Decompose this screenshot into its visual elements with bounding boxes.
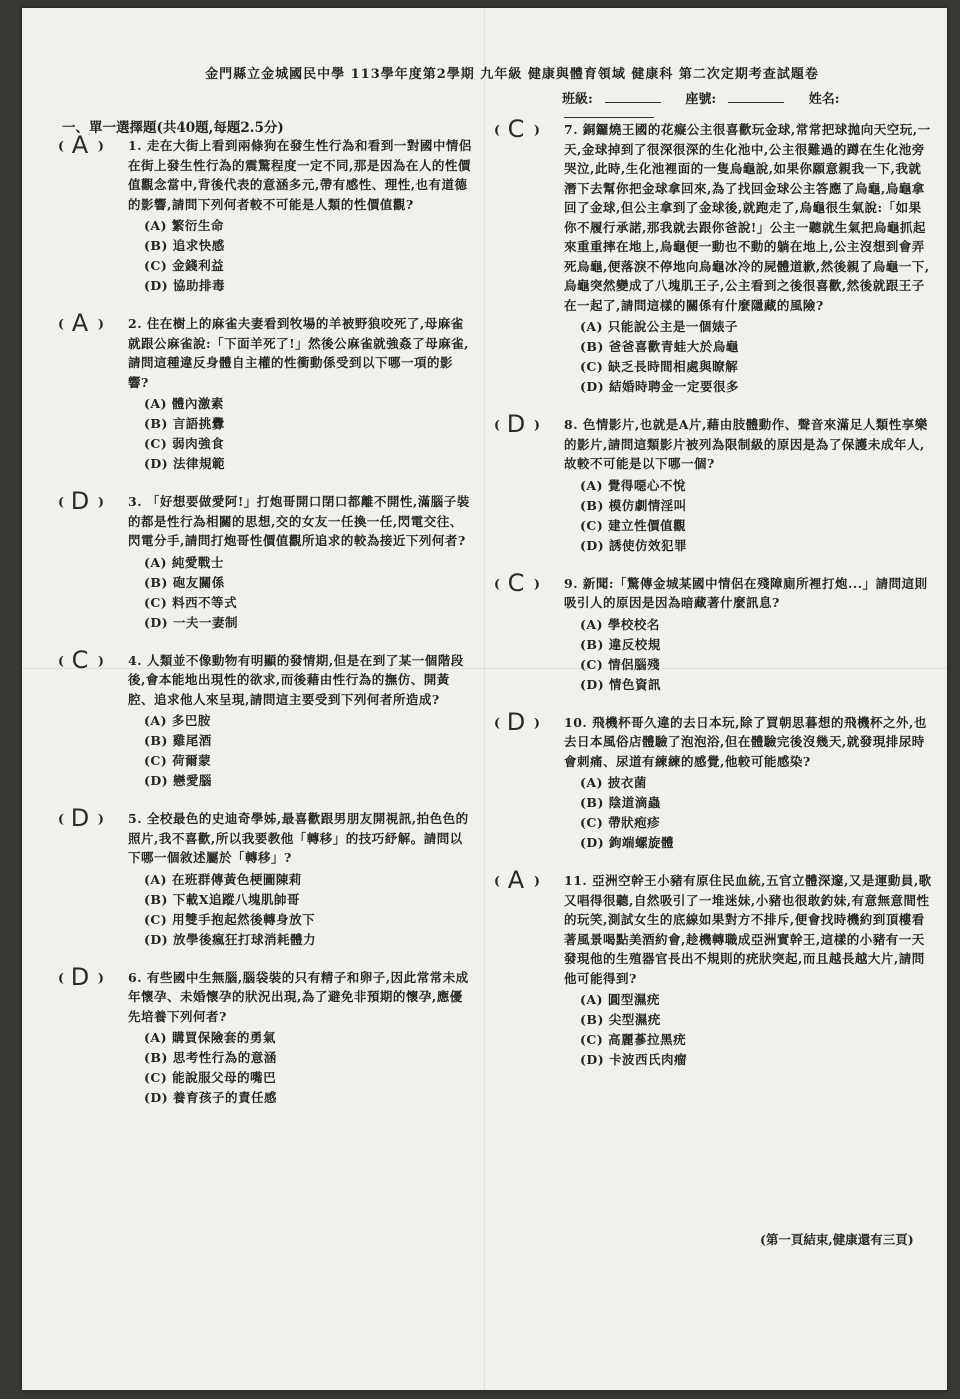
section-title: 一、單一選擇題(共40題,每題2.5分) xyxy=(62,120,284,136)
handwritten-answer: D xyxy=(506,410,526,438)
handwritten-answer: C xyxy=(71,645,89,674)
answer-paren-open: ( xyxy=(494,575,500,591)
option-item: (D) 協助排毒 xyxy=(144,278,226,293)
option-item: (A) 圓型濕疣 xyxy=(580,992,660,1007)
option-item: (A) 披衣菌 xyxy=(580,775,647,790)
answer-paren-open: ( xyxy=(58,316,64,331)
option-item: (C) 金錢利益 xyxy=(144,258,225,273)
question-number: 1. xyxy=(128,138,147,153)
name-field: 姓名: xyxy=(562,92,850,122)
student-info xyxy=(562,88,947,122)
question-number: 10. xyxy=(564,714,593,730)
option-list xyxy=(494,317,934,397)
option-list xyxy=(58,1028,473,1108)
answer-paren-close: ) xyxy=(98,494,104,509)
option-item: (C) 荷爾蒙 xyxy=(144,753,212,768)
answer-paren-open: ( xyxy=(494,417,500,432)
answer-paren-close: ) xyxy=(98,652,104,668)
option-item: (B) 追求快感 xyxy=(144,238,225,253)
option-item: (A) 覺得噁心不悅 xyxy=(580,477,686,493)
question-2 xyxy=(58,309,473,474)
handwritten-answer: D xyxy=(70,487,90,515)
answer-paren-open: ( xyxy=(58,811,64,826)
answer-paren-close: ) xyxy=(534,122,540,137)
question-10 xyxy=(494,707,934,854)
question-text: 住在樹上的麻雀夫妻看到牧場的羊被野狼咬死了,母麻雀就跟公麻雀說:「下面羊死了!」然後公麻雀就強姦了母麻雀,請問這種違反身體自主權的性衝動係受到以下哪一項的影響? xyxy=(128,316,469,390)
seat-field: 座號: xyxy=(685,92,794,107)
question-stem xyxy=(58,492,473,551)
option-list xyxy=(494,773,934,853)
handwritten-answer: D xyxy=(506,707,526,736)
question-stem xyxy=(494,120,934,315)
option-item: (B) 思考性行為的意涵 xyxy=(144,1050,277,1065)
option-item: (D) 鉤端螺旋體 xyxy=(580,835,675,850)
question-3 xyxy=(58,487,473,633)
answer-paren-close: ) xyxy=(98,138,104,153)
answer-paren-close: ) xyxy=(534,714,540,730)
option-list xyxy=(58,870,473,950)
handwritten-answer: A xyxy=(71,309,89,337)
question-number: 6. xyxy=(128,969,147,985)
question-stem xyxy=(494,574,934,613)
option-item: (B) 砲友關係 xyxy=(144,574,225,590)
option-item: (B) 雞尾酒 xyxy=(144,733,212,748)
question-number: 5. xyxy=(128,811,147,826)
class-field: 班級: xyxy=(562,92,671,107)
option-item: (B) 模仿劇情淫叫 xyxy=(580,497,687,513)
handwritten-answer: C xyxy=(507,568,525,597)
question-4 xyxy=(58,645,473,792)
option-item: (B) 尖型濕疣 xyxy=(580,1012,661,1027)
option-list xyxy=(494,990,934,1070)
fold-line-vertical xyxy=(484,8,485,1390)
option-item: (C) 缺乏長時間相處與瞭解 xyxy=(580,359,739,374)
question-number: 4. xyxy=(128,652,147,668)
option-item: (B) 下載X追蹤八塊肌帥哥 xyxy=(144,891,300,907)
question-11 xyxy=(494,866,934,1070)
option-item: (D) 養育孩子的責任感 xyxy=(144,1090,278,1105)
option-item: (B) 言語挑釁 xyxy=(144,416,225,431)
option-item: (D) 法律規範 xyxy=(144,456,226,471)
answer-paren-close: ) xyxy=(534,417,540,432)
option-item: (A) 購買保險套的勇氣 xyxy=(144,1030,276,1045)
option-item: (C) 情侶腦殘 xyxy=(580,656,661,672)
handwritten-answer: A xyxy=(71,131,89,159)
option-list xyxy=(58,394,473,474)
question-7 xyxy=(494,115,934,397)
option-item: (D) 誘使仿效犯罪 xyxy=(580,537,688,553)
option-item: (A) 多巴胺 xyxy=(144,713,211,728)
question-text: 銅鑼燒王國的花癡公主很喜歡玩金球,常常把球拋向天空玩,一天,金球掉到了很深很深的生化池中,公主很難過的蹲在生化池旁哭泣,此時,生化池裡面的一隻烏龜說,如果你願意親我一下,我就潛下去幫你把金球拿回來,為了找回金球公主答應了烏龜,烏龜拿回了金球,但公主拿到了金球後,就跑走了,烏龜很生氣說:「如果你不履行承諾,那我就去跟你爸說!」公主一聽就生氣把烏龜抓起來重重摔在地上,烏龜便一動也不動的躺在地上,公主沒想到會弄死烏龜,便落淚不停地向烏龜冰冷的屍體道歉,然後親了烏龜一下,烏龜突然變成了八塊肌王子,公主看到之後很喜歡,然後就跟王子在一起了,請問這樣的關係有什麼隱藏的風險? xyxy=(564,122,931,313)
right-column xyxy=(494,115,934,1088)
option-item: (B) 違反校規 xyxy=(580,636,661,652)
option-item: (D) 放學後瘋狂打球消耗體力 xyxy=(144,931,317,947)
handwritten-answer: C xyxy=(507,115,525,143)
question-text: 走在大街上看到兩條狗在發生性行為和看到一對國中情侶在街上發生性行為的震驚程度一定不同,那是因為在人的性價值觀念當中,背後代表的意涵多元,帶有感性、理性,也有道德的影響,請問下列何者較不可能是人類的性價值觀? xyxy=(128,138,472,212)
answer-paren-open: ( xyxy=(58,494,64,509)
question-number: 2. xyxy=(128,316,147,331)
option-item: (C) 建立性價值觀 xyxy=(580,517,687,533)
handwritten-answer: A xyxy=(507,866,525,894)
question-stem xyxy=(494,415,934,474)
option-list xyxy=(58,553,473,633)
option-item: (D) 情色資訊 xyxy=(580,676,662,692)
question-text: 全校最色的史迪奇學姊,最喜歡跟男朋友開視訊,拍色色的照片,我不喜歡,所以我要教他「轉移」的技巧紓解。請問以下哪一個敘述屬於「轉移」? xyxy=(128,811,469,865)
answer-paren-close: ) xyxy=(98,811,104,826)
question-number: 8. xyxy=(564,417,583,432)
option-item: (A) 只能說公主是一個婊子 xyxy=(580,319,738,334)
question-stem xyxy=(58,136,473,214)
question-text: 人類並不像動物有明顯的發情期,但是在到了某一個階段後,會本能地出現性的欲求,而後藉由性行為的撫仿、開黃腔、追求他人來呈現,請問這主要受到下列何者所造成? xyxy=(128,652,464,707)
answer-paren-close: ) xyxy=(98,969,104,985)
option-item: (A) 學校校名 xyxy=(580,616,660,632)
answer-paren-close: ) xyxy=(98,316,104,331)
option-item: (D) 一夫一妻制 xyxy=(144,614,239,630)
answer-paren-open: ( xyxy=(58,969,64,985)
question-1 xyxy=(58,131,473,296)
question-stem xyxy=(58,314,473,392)
answer-paren-open: ( xyxy=(494,873,500,888)
answer-paren-open: ( xyxy=(494,122,500,137)
option-item: (A) 繁衍生命 xyxy=(144,218,224,233)
question-stem xyxy=(58,968,473,1027)
option-item: (C) 能說服父母的嘴巴 xyxy=(144,1070,277,1085)
option-item: (C) 高麗蔘拉黑疣 xyxy=(580,1032,687,1047)
question-stem xyxy=(58,809,473,868)
question-text: 「好想要做愛阿!」打炮哥開口閉口都離不開性,滿腦子裝的都是性行為相關的思想,交的女友一任換一任,閃電交往、閃電分手,請問打炮哥性價值觀所追求的較為接近下列何者? xyxy=(128,494,470,548)
option-item: (D) 卡波西氏肉瘤 xyxy=(580,1052,688,1067)
option-item: (A) 在班群傳黃色梗圖陳莉 xyxy=(144,871,302,887)
question-number: 9. xyxy=(564,575,583,591)
option-item: (C) 帶狀疱疹 xyxy=(580,815,661,830)
answer-paren-open: ( xyxy=(494,714,500,730)
question-number: 11. xyxy=(564,873,593,888)
option-item: (A) 體內激素 xyxy=(144,396,224,411)
option-item: (C) 用雙手抱起然後轉身放下 xyxy=(144,911,316,927)
question-9 xyxy=(494,568,934,695)
question-text: 亞洲空幹王小豬有原住民血統,五官立體深邃,又是運動員,歌又唱得很聽,自然吸引了一堆迷妹,小豬也很敢釣妹,有意無意間性的玩笑,測試女生的底線如果對方不排斥,便會找時機約到頂樓看著風景喝點美酒約會,趁機轉職成亞洲實幹王,這樣的小豬有一天發現他的生殖器官長出不規則的疣狀突起,而且越長越大片,請問他可能得到? xyxy=(564,873,932,986)
question-8 xyxy=(494,410,934,556)
question-6 xyxy=(58,962,473,1109)
question-stem xyxy=(494,871,934,988)
option-item: (D) 結婚時聘金一定要很多 xyxy=(580,379,740,394)
question-text: 有些國中生無腦,腦袋裝的只有精子和卵子,因此常常未成年懷孕、未婚懷孕的狀況出現,為了避免非預期的懷孕,應優先培養下列何者? xyxy=(128,969,469,1024)
question-number: 7. xyxy=(564,122,583,137)
option-item: (C) 弱肉強食 xyxy=(144,436,225,451)
option-item: (B) 陰道滴蟲 xyxy=(580,795,661,810)
exam-title: 金門縣立金城國民中學 113學年度第2學期 九年級 健康與體育領域 健康科 第二次定期考查試題卷 xyxy=(205,67,819,82)
option-list xyxy=(494,476,934,556)
question-stem xyxy=(494,713,934,772)
page-footer: (第一頁結束,健康還有三頁) xyxy=(760,1232,914,1247)
question-number: 3. xyxy=(128,494,147,509)
option-item: (C) 料西不等式 xyxy=(144,594,238,610)
option-list xyxy=(494,615,934,695)
question-text: 新聞:「驚傳金城某國中情侶在殘障廁所裡打炮...」請問這則吸引人的原因是因為暗藏著什麼訊息? xyxy=(564,575,928,610)
option-item: (A) 純愛戰士 xyxy=(144,554,224,570)
option-list xyxy=(58,711,473,791)
handwritten-answer: D xyxy=(70,804,90,832)
answer-paren-open: ( xyxy=(58,138,64,153)
question-5 xyxy=(58,804,473,950)
exam-paper xyxy=(22,8,947,1390)
option-list xyxy=(58,216,473,296)
question-text: 飛機杯哥久違的去日本玩,除了買朝思暮想的飛機杯之外,也去日本風俗店體驗了泡泡浴,但在體驗完後沒幾天,就發現排尿時會刺痛、尿道有練練的感覺,他較可能感染? xyxy=(564,714,927,769)
answer-paren-close: ) xyxy=(534,873,540,888)
option-item: (B) 爸爸喜歡青蛙大於烏龜 xyxy=(580,339,739,354)
answer-paren-open: ( xyxy=(58,652,64,668)
option-item: (D) 戀愛腦 xyxy=(144,773,213,788)
left-column xyxy=(58,131,473,1126)
answer-paren-close: ) xyxy=(534,575,540,591)
question-text: 色情影片,也就是A片,藉由肢體動作、聲音來滿足人類性享樂的影片,請問這類影片被列為限制級的原因是為了保護未成年人,故較不可能是以下哪一個? xyxy=(564,417,928,471)
question-stem xyxy=(58,651,473,710)
handwritten-answer: D xyxy=(70,962,90,991)
